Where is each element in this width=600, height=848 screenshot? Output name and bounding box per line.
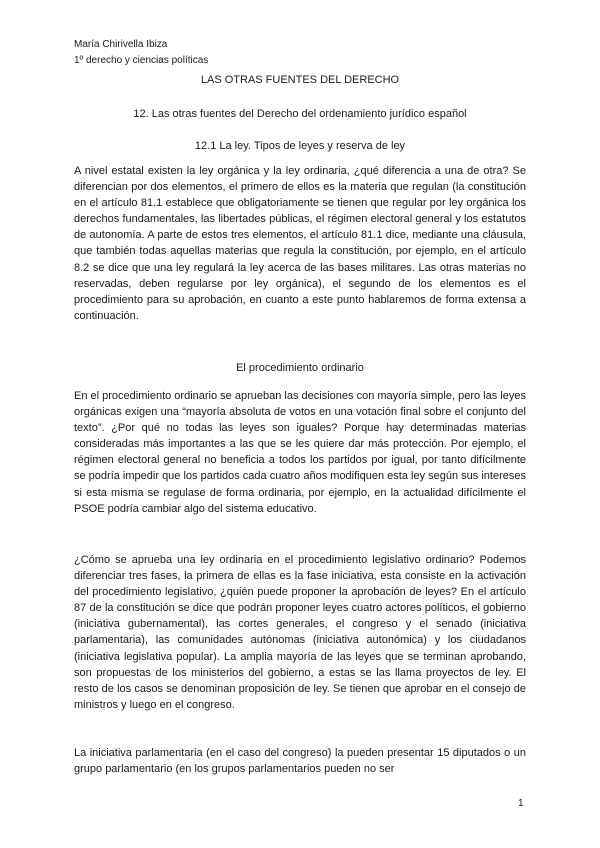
paragraph-2: En el procedimiento ordinario se aprueban las decisiones con mayoría simple, pero las leyes orgánicas exigen una “mayoría absoluta de votos en una votación final sobre el conjunto del texto”. ¿Por qué no todas las leyes son iguales? Porque hay determinadas materias consideradas más importantes a las que se les quiere dar más protección. Por ejemplo, el régimen electoral general no beneficia a todos los partidos por igual, por tanto difícilmente se podría impedir que los partidos cada cuatro años modifiquen esta ley según sus intereses si esta misma se regulase de forma ordinaria, por ejemplo, en la actualidad difícilmente el PSOE podría cambiar algo del sistema educativo. xyxy=(74,390,526,515)
paragraph-3: ¿Cómo se aprueba una ley ordinaria en el procedimiento legislativo ordinario? Podemos diferenciar tres fases, la primera de ellas es la fase iniciativa, esta consiste en la activación del procedimiento legislativo, ¿quién puede proponer la aprobación de leyes? En el artículo 87 de la constitución se dice que podrán proponer leyes cuatro actores políticos, el gobierno (iniciativa gubernamental), las cortes generales, el congreso y el senado (iniciativa parlamentaria), las comunidades autónomas (iniciativa autonómica) y los ciudadanos (iniciativa legislativa popular). La amplia mayoría de las leyes que se terminan aprobando, son propuestas de los ministerios del gobierno, a estas se las llama proyectos de ley. El resto de los casos se denominan proposición de ley. Se tienen que aprobar en el consejo de ministros y luego en el congreso. xyxy=(74,554,526,711)
paragraph-1: A nivel estatal existen la ley orgánica y la ley ordinaria, ¿qué diferencia a una de otra? Se diferencian por dos elementos, el primero de ellos es la materia que regulan (la constitución en el artículo 81.1 establece que obligatoriamente se tienen que regular por ley orgánica los derechos fundamentales, las libertades públicas, el régimen electoral general y los estatutos de autonomía. A parte de estos tres elementos, el artículo 81.1 dice, mediante una cláusula, que también todas aquellas materias que regula la constitución, por ejemplo, en el artículo 8.2 se dice que una ley regulará la ley acerca de las bases militares. Las otras materias no reservadas, deben regularse por ley orgánica), el segundo de los elementos es el procedimiento para su aprobación, en cuanto a este punto hablaremos de forma extensa a continuación. xyxy=(74,165,526,322)
course-name: 1º derecho y ciencias políticas xyxy=(74,55,209,66)
chapter-title: 12. Las otras fuentes del Derecho del ordenamiento jurídico español xyxy=(133,108,467,120)
page-number: 1 xyxy=(518,798,524,809)
paragraph-4: La iniciativa parlamentaria (en el caso del congreso) la pueden presentar 15 diputados o un grupo parlamentario (en los grupos parlamentarios pueden no ser xyxy=(74,747,526,776)
section-title: 12.1 La ley. Tipos de leyes y reserva de ley xyxy=(194,140,406,152)
author-name: María Chirivella Ibiza xyxy=(74,39,168,50)
section-heading: El procedimiento ordinario xyxy=(236,362,364,374)
page-header xyxy=(74,37,208,69)
document-title: LAS OTRAS FUENTES DEL DERECHO xyxy=(200,74,400,86)
